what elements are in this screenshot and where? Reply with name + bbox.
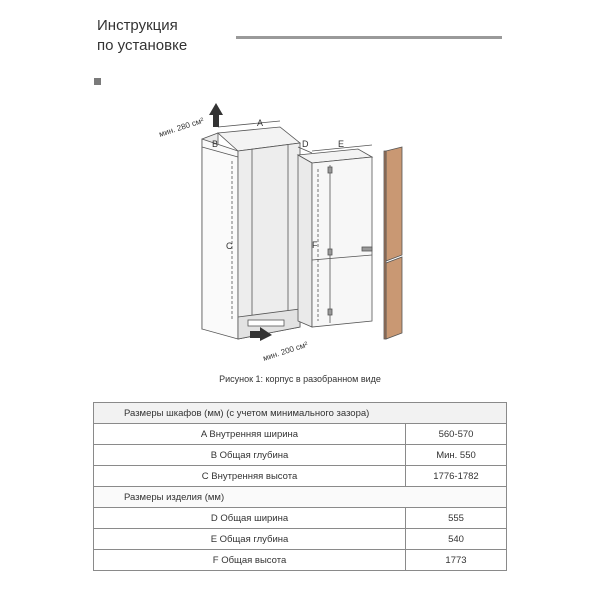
header-rule bbox=[236, 36, 502, 39]
appliance-front bbox=[298, 155, 312, 327]
page-title bbox=[97, 16, 187, 56]
product-row-value: 555 bbox=[406, 508, 507, 529]
product-header: Размеры изделия (мм) bbox=[94, 487, 507, 508]
dimension-label-c: C bbox=[226, 241, 233, 251]
cabinet-front bbox=[202, 139, 238, 339]
exploded-view-figure bbox=[140, 95, 440, 375]
door-panel-lower bbox=[386, 257, 402, 339]
cabinet-row-value: 560-570 bbox=[406, 424, 507, 445]
door-panel-upper bbox=[386, 147, 402, 261]
dimension-label-f: F bbox=[312, 240, 318, 250]
cabinet-row-value: 1776-1782 bbox=[406, 466, 507, 487]
product-row-label: E Общая глубина bbox=[94, 529, 406, 550]
table-row bbox=[94, 550, 507, 571]
dimension-label-a: A bbox=[257, 118, 264, 128]
top-airflow-arrow bbox=[209, 103, 223, 127]
title-line-2: по установке bbox=[97, 37, 188, 54]
dimension-label-d: D bbox=[302, 139, 309, 149]
product-row-label: F Общая высота bbox=[94, 550, 406, 571]
top-clearance-label: мин. 280 см² bbox=[157, 115, 205, 139]
table-row bbox=[94, 466, 507, 487]
table-row bbox=[94, 529, 507, 550]
product-row-value: 540 bbox=[406, 529, 507, 550]
table-row bbox=[94, 445, 507, 466]
cabinet-row-value: Мин. 550 bbox=[406, 445, 507, 466]
cabinet-header: Размеры шкафов (мм) (с учетом минимального зазора) bbox=[94, 403, 507, 424]
cabinet-row-label: C Внутренняя высота bbox=[94, 466, 406, 487]
cabinet-row-label: B Общая глубина bbox=[94, 445, 406, 466]
dimension-label-e: E bbox=[338, 139, 345, 149]
cabinet-header-row bbox=[94, 403, 507, 424]
bottom-clearance-label: мин. 200 см² bbox=[261, 339, 309, 363]
product-header-row bbox=[94, 487, 507, 508]
product-row-label: D Общая ширина bbox=[94, 508, 406, 529]
product-row-value: 1773 bbox=[406, 550, 507, 571]
installation-diagram bbox=[140, 95, 440, 375]
cabinet-row-label: A Внутренняя ширина bbox=[94, 424, 406, 445]
table-row bbox=[94, 508, 507, 529]
figure-caption: Рисунок 1: корпус в разобранном виде bbox=[219, 374, 381, 384]
dimension-label-b: B bbox=[212, 139, 219, 149]
appliance-side bbox=[312, 157, 372, 327]
table-row bbox=[94, 424, 507, 445]
dimensions-table bbox=[93, 402, 507, 571]
section-bullet bbox=[94, 78, 101, 85]
cabinet-right-side bbox=[238, 143, 300, 339]
title-line-1: Инструкция bbox=[97, 17, 178, 34]
door-panel-edge bbox=[384, 151, 386, 339]
